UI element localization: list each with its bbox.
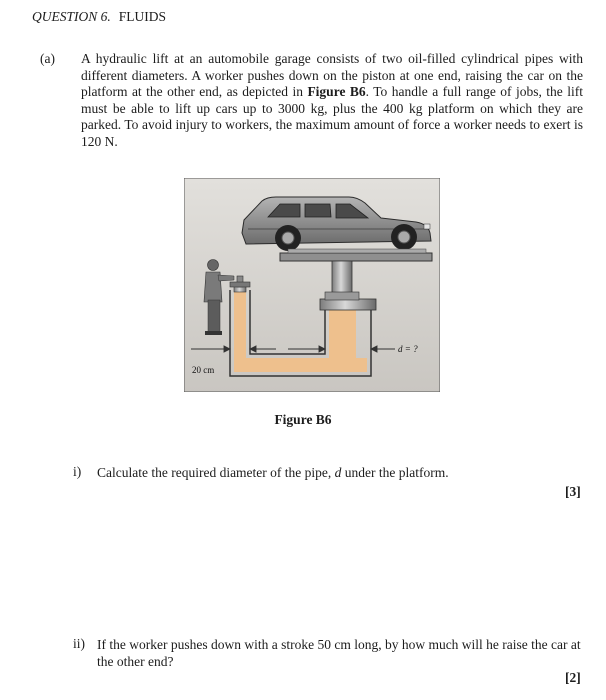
subquestion-2-number: ii): [73, 636, 85, 651]
lift-platform: [280, 253, 432, 261]
figure-reference: Figure B6: [307, 84, 366, 100]
subquestion-1-marks: [3]: [565, 484, 581, 499]
subquestion-1-variable: d: [334, 465, 342, 480]
subquestion-1-text-a: Calculate the required diameter of the pipe,: [97, 465, 335, 480]
subquestion-1-number: i): [73, 464, 82, 479]
hydraulic-lift-figure: [184, 178, 440, 392]
figure-caption: Figure B6: [274, 412, 332, 427]
paragraph-text-1: A hydraulic lift at an automobile garage consists of two oil-filled cylindrical pipes with different diameters. A worker pushes down on the piston at one end, raising the car on the platform at the other end, as depicted in: [81, 51, 583, 100]
question-title: FLUIDS: [118, 9, 167, 24]
large-piston: [320, 299, 376, 310]
paragraph-text-2: . To handle a full range of jobs, the lift must be able to lift up cars up to 3000 kg, plus the 400 kg platform on which they are parked. To avoid injury to workers, the maximum amount of force a worker needs to exert is 120 N.: [81, 84, 583, 149]
subquestion-2-text: If the worker pushes down with a stroke 50 cm long, by how much will he raise the car at the other end?: [97, 637, 581, 669]
question-number: QUESTION 6.: [32, 9, 111, 24]
part-a-label: (a): [40, 51, 55, 66]
subquestion-1-text-b: under the platform.: [341, 465, 449, 480]
question-header: [32, 9, 166, 25]
part-a-paragraph: [81, 51, 583, 151]
small-pipe-diameter-label: 20 cm: [192, 365, 215, 375]
large-pipe-diameter-label: d = ?: [398, 344, 418, 354]
subquestion-1-text: [97, 464, 577, 481]
subquestion-2-marks: [2]: [565, 670, 581, 685]
